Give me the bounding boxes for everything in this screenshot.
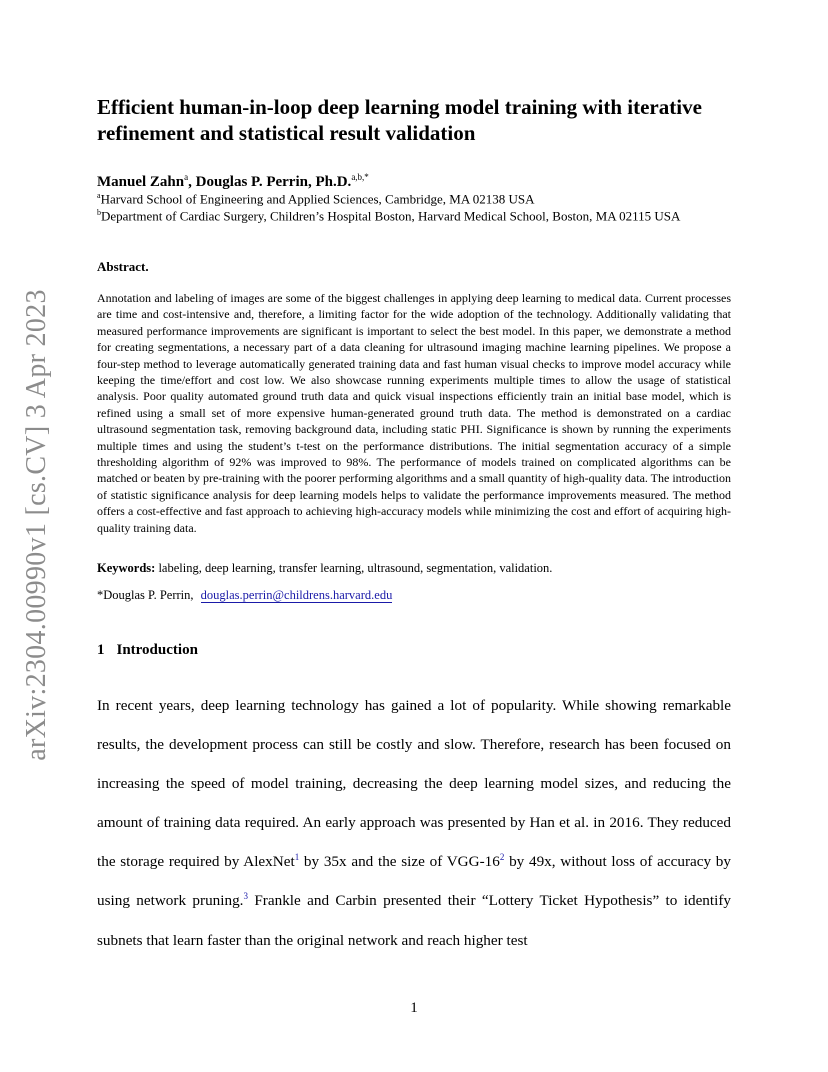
arxiv-stamp <box>20 290 54 760</box>
author-affiliation-marker: a <box>184 172 189 182</box>
citation-link[interactable]: 3 <box>243 891 248 902</box>
citation-link[interactable]: 2 <box>499 852 505 863</box>
abstract-heading: Abstract. <box>97 259 149 274</box>
citation-link[interactable]: 1 <box>294 852 300 863</box>
arxiv-stamp-text: arXiv:2304.00990v1 [cs.CV] 3 Apr 2023 <box>21 289 52 761</box>
author-separator: , <box>188 174 196 190</box>
affiliation-text: Department of Cardiac Surgery, Children’s Hospital Boston, Harvard Medical School, Boston, MA 02115 USA <box>101 208 681 224</box>
affiliation <box>97 205 680 224</box>
section-heading <box>97 642 198 659</box>
keywords-label: Keywords: <box>97 561 156 575</box>
intro-text: In recent years, deep learning technology has gained a lot of popularity. While showing remarkable results, the development process can still be costly and slow. Therefore, research has been focused on increasing the speed of model training, decreasing the deep learning model sizes, and reducing the amount of training data required. An early approach was presented by Han et al. in 2016. They reduced the storage required by AlexNet <box>97 697 731 871</box>
abstract-body: Annotation and labeling of images are some of the biggest challenges in applying deep learning to medical data. Current processes are time and cost-intensive and, therefore, a limiting factor for the wide adoption of the technology. Additionally validating that measured performance improvements are significant is important to select the best model. In this paper, we demonstrate a method for creating segmentations, a necessary part of a data cleaning for ultrasound imaging machine learning pipelines. We propose a four-step method to leverage automatically generated training data and fast human visual checks to improve model accuracy while keeping the time/effort and cost low. We also showcase running experiments multiple times to allow the usage of statistical analysis. Poor quality automated ground truth data and quick visual inspections efficiently train an initial base model, which is refined using a small set of more expensive human-generated ground truth data. The method is demonstrated on a cardiac ultrasound segmentation task, removing background data, including static PHI. Significance is shown by running the experiments multiple times and using the student’s t-test on the performance distributions. The initial segmentation accuracy of a simple thresholding algorithm of 92% was improved to 98%. The performance of models trained on complicated algorithms can be matched or beaten by pre-training with the poorer performing algorithms and a small quantity of high-quality data. The introduction of statistic significance analysis for deep learning models helps to validate the performance improvements measured. The method offers a cost-effective and fast approach to achieving high-accuracy models while minimizing the cost and effort of acquiring high-quality training data. <box>97 291 731 535</box>
author-affiliation-marker: a,b,* <box>351 172 369 182</box>
keywords-text: labeling, deep learning, transfer learning, ultrasound, segmentation, validation. <box>155 561 553 575</box>
intro-text: Frankle and Carbin presented their “Lottery Ticket Hypothesis” to identify subnets that learn faster than the original network and reach higher test <box>97 892 731 949</box>
section-title: Introduction <box>116 642 198 658</box>
intro-text: by 35x and the size of VGG-16 <box>299 853 500 871</box>
keywords <box>97 560 552 576</box>
affiliation-text: Harvard School of Engineering and Applied Sciences, Cambridge, MA 02138 USA <box>100 191 535 207</box>
author-name: Douglas P. Perrin, Ph.D. <box>195 174 352 190</box>
intro-text: by 49x, without loss of accuracy by using network pruning. <box>97 853 731 910</box>
affiliation-marker: a <box>97 191 101 200</box>
section-number: 1 <box>97 642 105 658</box>
paper-title: Efficient human-in-loop deep learning model training with iterative refinement and statistical result validation <box>97 95 702 145</box>
corresponding-author-name: *Douglas P. Perrin, <box>97 588 194 602</box>
email-link[interactable]: douglas.perrin@childrens.harvard.edu <box>200 588 393 602</box>
corresponding-author <box>97 587 392 603</box>
intro-paragraph <box>97 686 731 960</box>
page-number: 1 <box>410 1000 418 1016</box>
author-name: Manuel Zahn <box>97 174 185 190</box>
affiliation-marker: b <box>97 208 101 217</box>
